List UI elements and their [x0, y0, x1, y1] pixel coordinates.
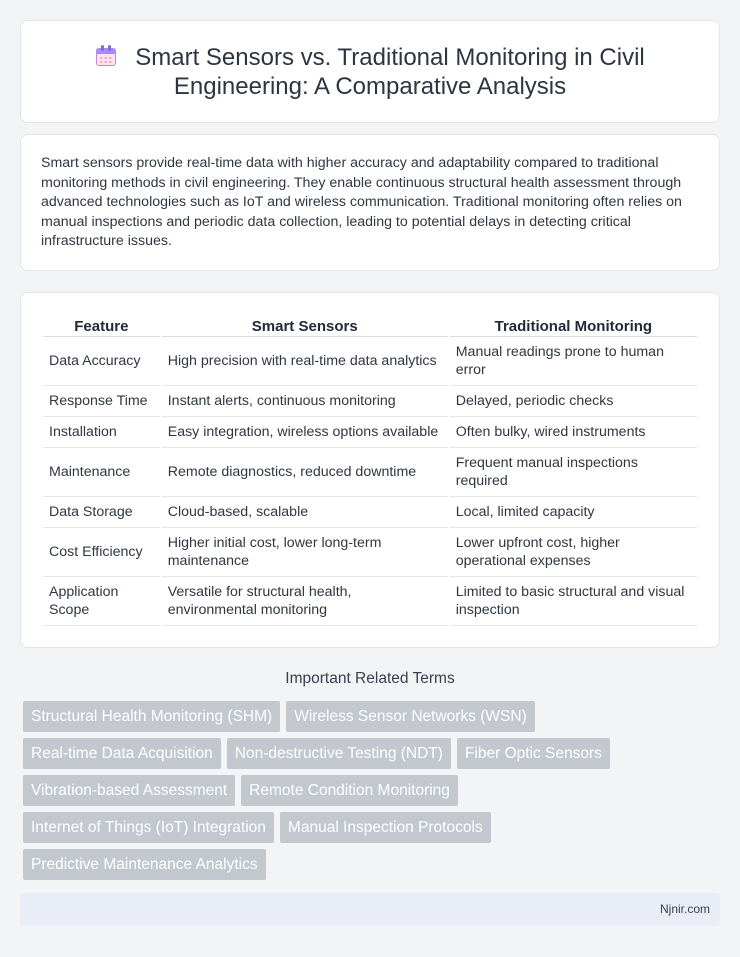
- footer: [20, 893, 720, 926]
- intro-card: [20, 134, 720, 271]
- related-term-tag[interactable]: Fiber Optic Sensors: [457, 738, 610, 769]
- smart-cell: Versatile for structural health, environmental monitoring: [162, 577, 448, 626]
- traditional-cell: Delayed, periodic checks: [450, 386, 697, 417]
- table-row: [43, 528, 697, 577]
- feature-cell: Maintenance: [43, 448, 160, 497]
- calendar-icon: [95, 45, 117, 67]
- intro-paragraph: Smart sensors provide real-time data with higher accuracy and adaptability compared to traditional monitoring methods in civil engineering. They enable continuous structural health assessment through advanced technologies such as IoT and wireless communication. Traditional monitoring often relies on manual inspections and periodic data collection, leading to potential delays in detecting critical infrastructure issues.: [41, 155, 682, 249]
- feature-cell: Application Scope: [43, 577, 160, 626]
- table-row: [43, 337, 697, 386]
- page-title-line-2: Engineering: A Comparative Analysis: [173, 73, 567, 100]
- traditional-cell: Manual readings prone to human error: [450, 337, 697, 386]
- traditional-cell: Lower upfront cost, higher operational expenses: [450, 528, 697, 577]
- feature-cell: Response Time: [43, 386, 160, 417]
- feature-cell: Cost Efficiency: [43, 528, 160, 577]
- traditional-cell: Often bulky, wired instruments: [450, 417, 697, 448]
- smart-cell: Remote diagnostics, reduced downtime: [162, 448, 448, 497]
- feature-cell: Data Accuracy: [43, 337, 160, 386]
- header-feature: Feature: [43, 313, 160, 337]
- traditional-cell: Limited to basic structural and visual inspection: [450, 577, 697, 626]
- related-term-tag[interactable]: Real-time Data Acquisition: [23, 738, 221, 769]
- related-term-tag[interactable]: Structural Health Monitoring (SHM): [23, 701, 280, 732]
- smart-cell: Instant alerts, continuous monitoring: [162, 386, 448, 417]
- table-header-row: [43, 313, 697, 337]
- related-term-tag[interactable]: Internet of Things (IoT) Integration: [23, 812, 274, 843]
- traditional-cell: Local, limited capacity: [450, 497, 697, 528]
- related-term-tag[interactable]: Vibration-based Assessment: [23, 775, 235, 806]
- smart-cell: Cloud-based, scalable: [162, 497, 448, 528]
- title-card: [20, 20, 720, 123]
- related-term-tag[interactable]: Manual Inspection Protocols: [280, 812, 491, 843]
- related-term-tag[interactable]: Wireless Sensor Networks (WSN): [286, 701, 535, 732]
- related-terms-title: Important Related Terms: [285, 670, 455, 687]
- comparison-table: [41, 313, 699, 626]
- related-term-tag[interactable]: Predictive Maintenance Analytics: [23, 849, 266, 880]
- smart-cell: Higher initial cost, lower long-term maintenance: [162, 528, 448, 577]
- table-row: [43, 497, 697, 528]
- feature-cell: Installation: [43, 417, 160, 448]
- smart-cell: Easy integration, wireless options available: [162, 417, 448, 448]
- table-row: [43, 448, 697, 497]
- table-row: [43, 386, 697, 417]
- related-term-tag[interactable]: Non-destructive Testing (NDT): [227, 738, 451, 769]
- table-row: [43, 417, 697, 448]
- header-smart-sensors: Smart Sensors: [162, 313, 448, 337]
- page-title: [21, 43, 719, 101]
- feature-cell: Data Storage: [43, 497, 160, 528]
- comparison-card: [20, 292, 720, 648]
- page-title-line-1: Smart Sensors vs. Traditional Monitoring in Civil: [135, 44, 645, 71]
- header-traditional-monitoring: Traditional Monitoring: [450, 313, 697, 337]
- smart-cell: High precision with real-time data analytics: [162, 337, 448, 386]
- related-terms-list: [23, 701, 663, 886]
- footer-site-link[interactable]: Njnir.com: [659, 902, 710, 916]
- traditional-cell: Frequent manual inspections required: [450, 448, 697, 497]
- table-row: [43, 577, 697, 626]
- related-term-tag[interactable]: Remote Condition Monitoring: [241, 775, 458, 806]
